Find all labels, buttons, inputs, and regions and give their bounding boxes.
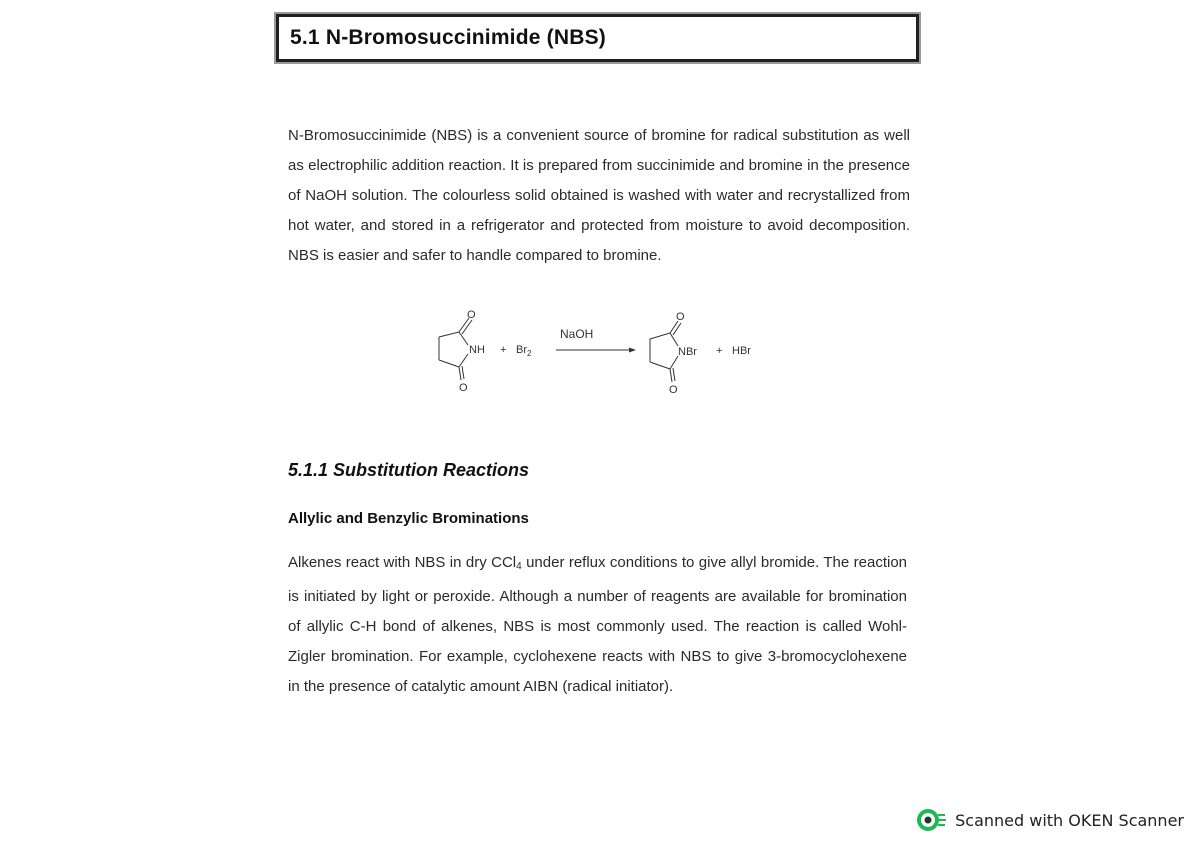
naoh-condition: NaOH (560, 327, 594, 341)
reactant-oxygen-top: O (467, 309, 476, 321)
scanner-watermark (917, 808, 1184, 832)
plus-sign-1: + (500, 344, 507, 356)
reactant-oxygen-bottom: O (459, 382, 468, 394)
succinimide-structure (439, 318, 472, 380)
product-oxygen-top: O (676, 311, 685, 323)
intro-paragraph: N-Bromosuccinimide (NBS) is a convenient source of bromine for radical substitution as well as electrophilic addition reaction. It is prepared from succinimide and bromine in the presence of NaOH solution. The colourless solid obtained is washed with water and recrystallized from hot water, and stored in a refrigerator and protected from moisture to avoid decomposition. NBS is easier and safer to handle compared to bromine. (288, 127, 910, 264)
oken-scanner-logo-icon (917, 808, 947, 832)
section-title-box (276, 14, 919, 62)
paragraph-text-part2: under reflux conditions to give allyl bromide. The reaction is initiated by light or peroxide. Although a number of reagents are available for bromination of allylic C-H bond of alkenes, NBS is most commonly used. The reaction is called Wohl-Zigler bromination. For example, cyclohexene reacts with NBS to give 3-bromocyclohexene in the presence of catalytic amount AIBN (radical initiator). (288, 554, 908, 695)
reactant-nh-label: NH (469, 344, 485, 356)
paragraph-text-part1: Alkenes react with NBS in dry CCl (288, 554, 517, 571)
product-oxygen-bottom: O (669, 384, 678, 396)
ccl4-subscript: 4 (516, 561, 522, 572)
watermark-text: Scanned with OKEN Scanner (955, 810, 1184, 830)
hbr-byproduct: HBr (732, 345, 751, 357)
reaction-arrowhead (629, 348, 636, 353)
bromine-reagent: $Br_2$ (516, 344, 532, 358)
allylic-bromination-paragraph (288, 548, 907, 702)
product-nbr-label: NBr (678, 346, 697, 358)
page-title: 5.1 N-Bromosuccinimide (NBS) (290, 26, 606, 49)
subsection-heading: Allylic and Benzylic Brominations (288, 510, 529, 527)
section-heading: 5.1.1 Substitution Reactions (288, 460, 530, 480)
nbs-product-structure (650, 321, 681, 382)
plus-sign-2: + (716, 345, 723, 357)
reaction-scheme (420, 300, 800, 405)
